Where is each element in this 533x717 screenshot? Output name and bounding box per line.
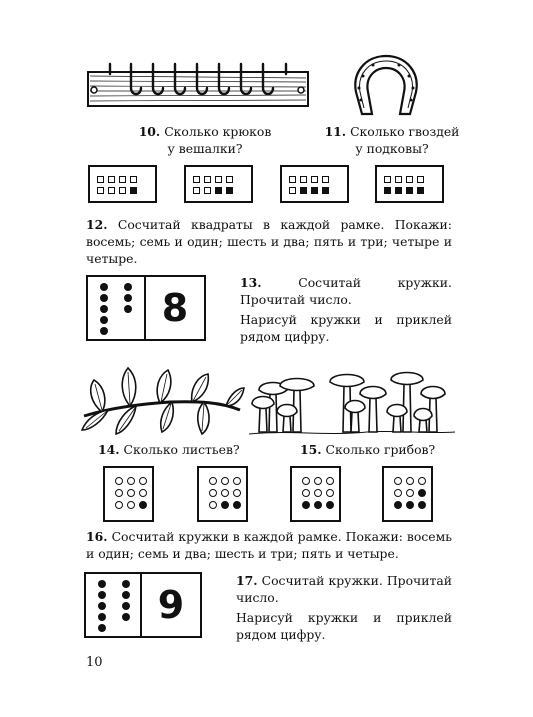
question-10-line2: у вешалки?	[167, 141, 243, 156]
big-digit: 8	[161, 286, 189, 330]
square-cell	[311, 187, 318, 194]
mushroom-cap	[330, 375, 364, 387]
mushroom-cap	[277, 405, 297, 417]
square-frame	[184, 165, 253, 203]
square-cell	[289, 187, 296, 194]
circle-cell	[314, 477, 322, 485]
question-11-line2: у подковы?	[355, 141, 429, 156]
square-frame	[88, 165, 157, 203]
question-17-number: 17.	[236, 573, 258, 588]
question-14	[98, 441, 258, 458]
square-cell	[97, 187, 104, 194]
square-cell	[384, 187, 391, 194]
question-10-line1: Сколько крюков	[164, 124, 272, 139]
mushroom-stem	[419, 420, 427, 432]
square-cell	[300, 176, 307, 183]
dots-digit-card-8	[86, 275, 206, 341]
question-11	[312, 123, 472, 157]
circle-cell	[115, 489, 123, 497]
circle-cell	[302, 489, 310, 497]
big-digit: 9	[157, 583, 185, 627]
square-frame	[375, 165, 444, 203]
square-cell	[417, 176, 424, 183]
square-cell	[130, 176, 137, 183]
square-cell	[406, 187, 413, 194]
question-16-number: 16.	[86, 529, 108, 544]
circle-cell	[233, 489, 241, 497]
circle-cell	[209, 501, 217, 509]
question-13-text2: Нарисуй кружки и приклей рядом цифру.	[240, 312, 452, 344]
circle-frame	[197, 466, 248, 522]
square-cell	[108, 176, 115, 183]
square-cell	[417, 187, 424, 194]
circle-cell	[115, 477, 123, 485]
square-cell	[108, 187, 115, 194]
circle-cell	[394, 489, 402, 497]
circle-cell	[406, 477, 414, 485]
dot-column-right	[122, 580, 130, 621]
square-cell	[322, 176, 329, 183]
mushroom-cap	[280, 379, 314, 391]
question-15	[300, 441, 460, 458]
square-cell	[204, 176, 211, 183]
circle-cell	[209, 489, 217, 497]
circle-cell	[139, 477, 147, 485]
circle-cell	[326, 489, 334, 497]
question-12-number: 12.	[86, 217, 108, 232]
mushroom-cap	[360, 387, 386, 399]
square-cell	[119, 176, 126, 183]
square-cell	[119, 187, 126, 194]
dot-column-right	[124, 283, 132, 313]
circle-cell	[233, 477, 241, 485]
mushroom-stem	[259, 408, 267, 432]
dot-column-left	[100, 283, 108, 335]
circle-cell	[139, 501, 147, 509]
mushroom-cap	[421, 387, 445, 399]
mushroom-stem	[351, 412, 359, 432]
mushroom-cap	[387, 405, 407, 417]
question-15-text: Сколько грибов?	[325, 442, 436, 457]
circle-cell	[221, 477, 229, 485]
square-frame	[280, 165, 349, 203]
square-cell	[193, 187, 200, 194]
circle-cell	[302, 501, 310, 509]
horseshoe-illustration	[350, 52, 422, 118]
circle-cell	[127, 477, 135, 485]
circle-cell	[221, 489, 229, 497]
mushroom-cap	[391, 373, 423, 385]
circle-cell	[127, 501, 135, 509]
square-cell	[215, 187, 222, 194]
circle-frame	[290, 466, 341, 522]
square-cell	[215, 176, 222, 183]
circle-cell	[406, 501, 414, 509]
mushroom-cap	[414, 409, 432, 421]
question-12	[86, 216, 452, 267]
circle-frame	[382, 466, 433, 522]
question-13	[240, 274, 452, 345]
question-17	[236, 572, 452, 643]
square-cell	[204, 187, 211, 194]
dots-digit-card-9	[84, 572, 202, 638]
square-cell	[226, 176, 233, 183]
circle-cell	[418, 489, 426, 497]
question-15-number: 15.	[300, 442, 322, 457]
square-cell	[226, 187, 233, 194]
circle-cell	[418, 501, 426, 509]
mushroom-cap	[345, 401, 365, 413]
question-13-number: 13.	[240, 275, 262, 290]
circle-cell	[326, 501, 334, 509]
mushroom-stem	[369, 398, 377, 432]
question-11-line1: Сколько гвоздей	[350, 124, 460, 139]
circle-cell	[209, 477, 217, 485]
question-16-text: Сосчитай кружки в каждой рамке. Покажи: восемь и один; семь и два; шесть и три; пять и четыре.	[86, 529, 452, 561]
question-10	[120, 123, 290, 157]
question-13-text1: Сосчитай кружки. Прочитай число.	[240, 275, 452, 307]
circle-cell	[406, 489, 414, 497]
circle-cell	[221, 501, 229, 509]
circle-cell	[326, 477, 334, 485]
circle-cell	[115, 501, 123, 509]
square-cell	[384, 176, 391, 183]
square-cell	[289, 176, 296, 183]
square-cell	[97, 176, 104, 183]
circle-cell	[418, 477, 426, 485]
mushrooms-illustration	[247, 360, 457, 440]
square-cell	[300, 187, 307, 194]
question-12-text: Сосчитай квадраты в каждой рамке. Покажи: восемь; семь и один; шесть и два; пять и три; четыре и четыре.	[86, 217, 452, 266]
circle-cell	[314, 501, 322, 509]
square-cell	[395, 187, 402, 194]
leaves-branch-illustration	[80, 358, 245, 438]
mushroom-stem	[393, 416, 401, 432]
square-cell	[311, 176, 318, 183]
circle-cell	[127, 489, 135, 497]
page-number: 10	[86, 655, 103, 670]
circle-cell	[233, 501, 241, 509]
mushroom-stem	[283, 416, 291, 432]
circle-cell	[394, 477, 402, 485]
question-14-number: 14.	[98, 442, 120, 457]
question-10-number: 10.	[138, 124, 161, 139]
square-cell	[322, 187, 329, 194]
square-cell	[130, 187, 137, 194]
question-17-text1: Сосчитай кружки. Прочитай число.	[236, 573, 452, 605]
question-11-number: 11.	[324, 124, 347, 139]
mushroom-cap	[252, 397, 274, 409]
circle-cell	[302, 477, 310, 485]
dot-column-left	[98, 580, 106, 632]
question-16	[86, 528, 452, 562]
question-17-text2: Нарисуй кружки и приклей рядом цифру.	[236, 610, 452, 642]
circle-cell	[139, 489, 147, 497]
circle-cell	[394, 501, 402, 509]
circle-cell	[314, 489, 322, 497]
question-14-text: Сколько листьев?	[123, 442, 240, 457]
square-cell	[395, 176, 402, 183]
square-cell	[406, 176, 413, 183]
coat-rack-illustration	[86, 60, 311, 118]
square-cell	[193, 176, 200, 183]
circle-frame	[103, 466, 154, 522]
